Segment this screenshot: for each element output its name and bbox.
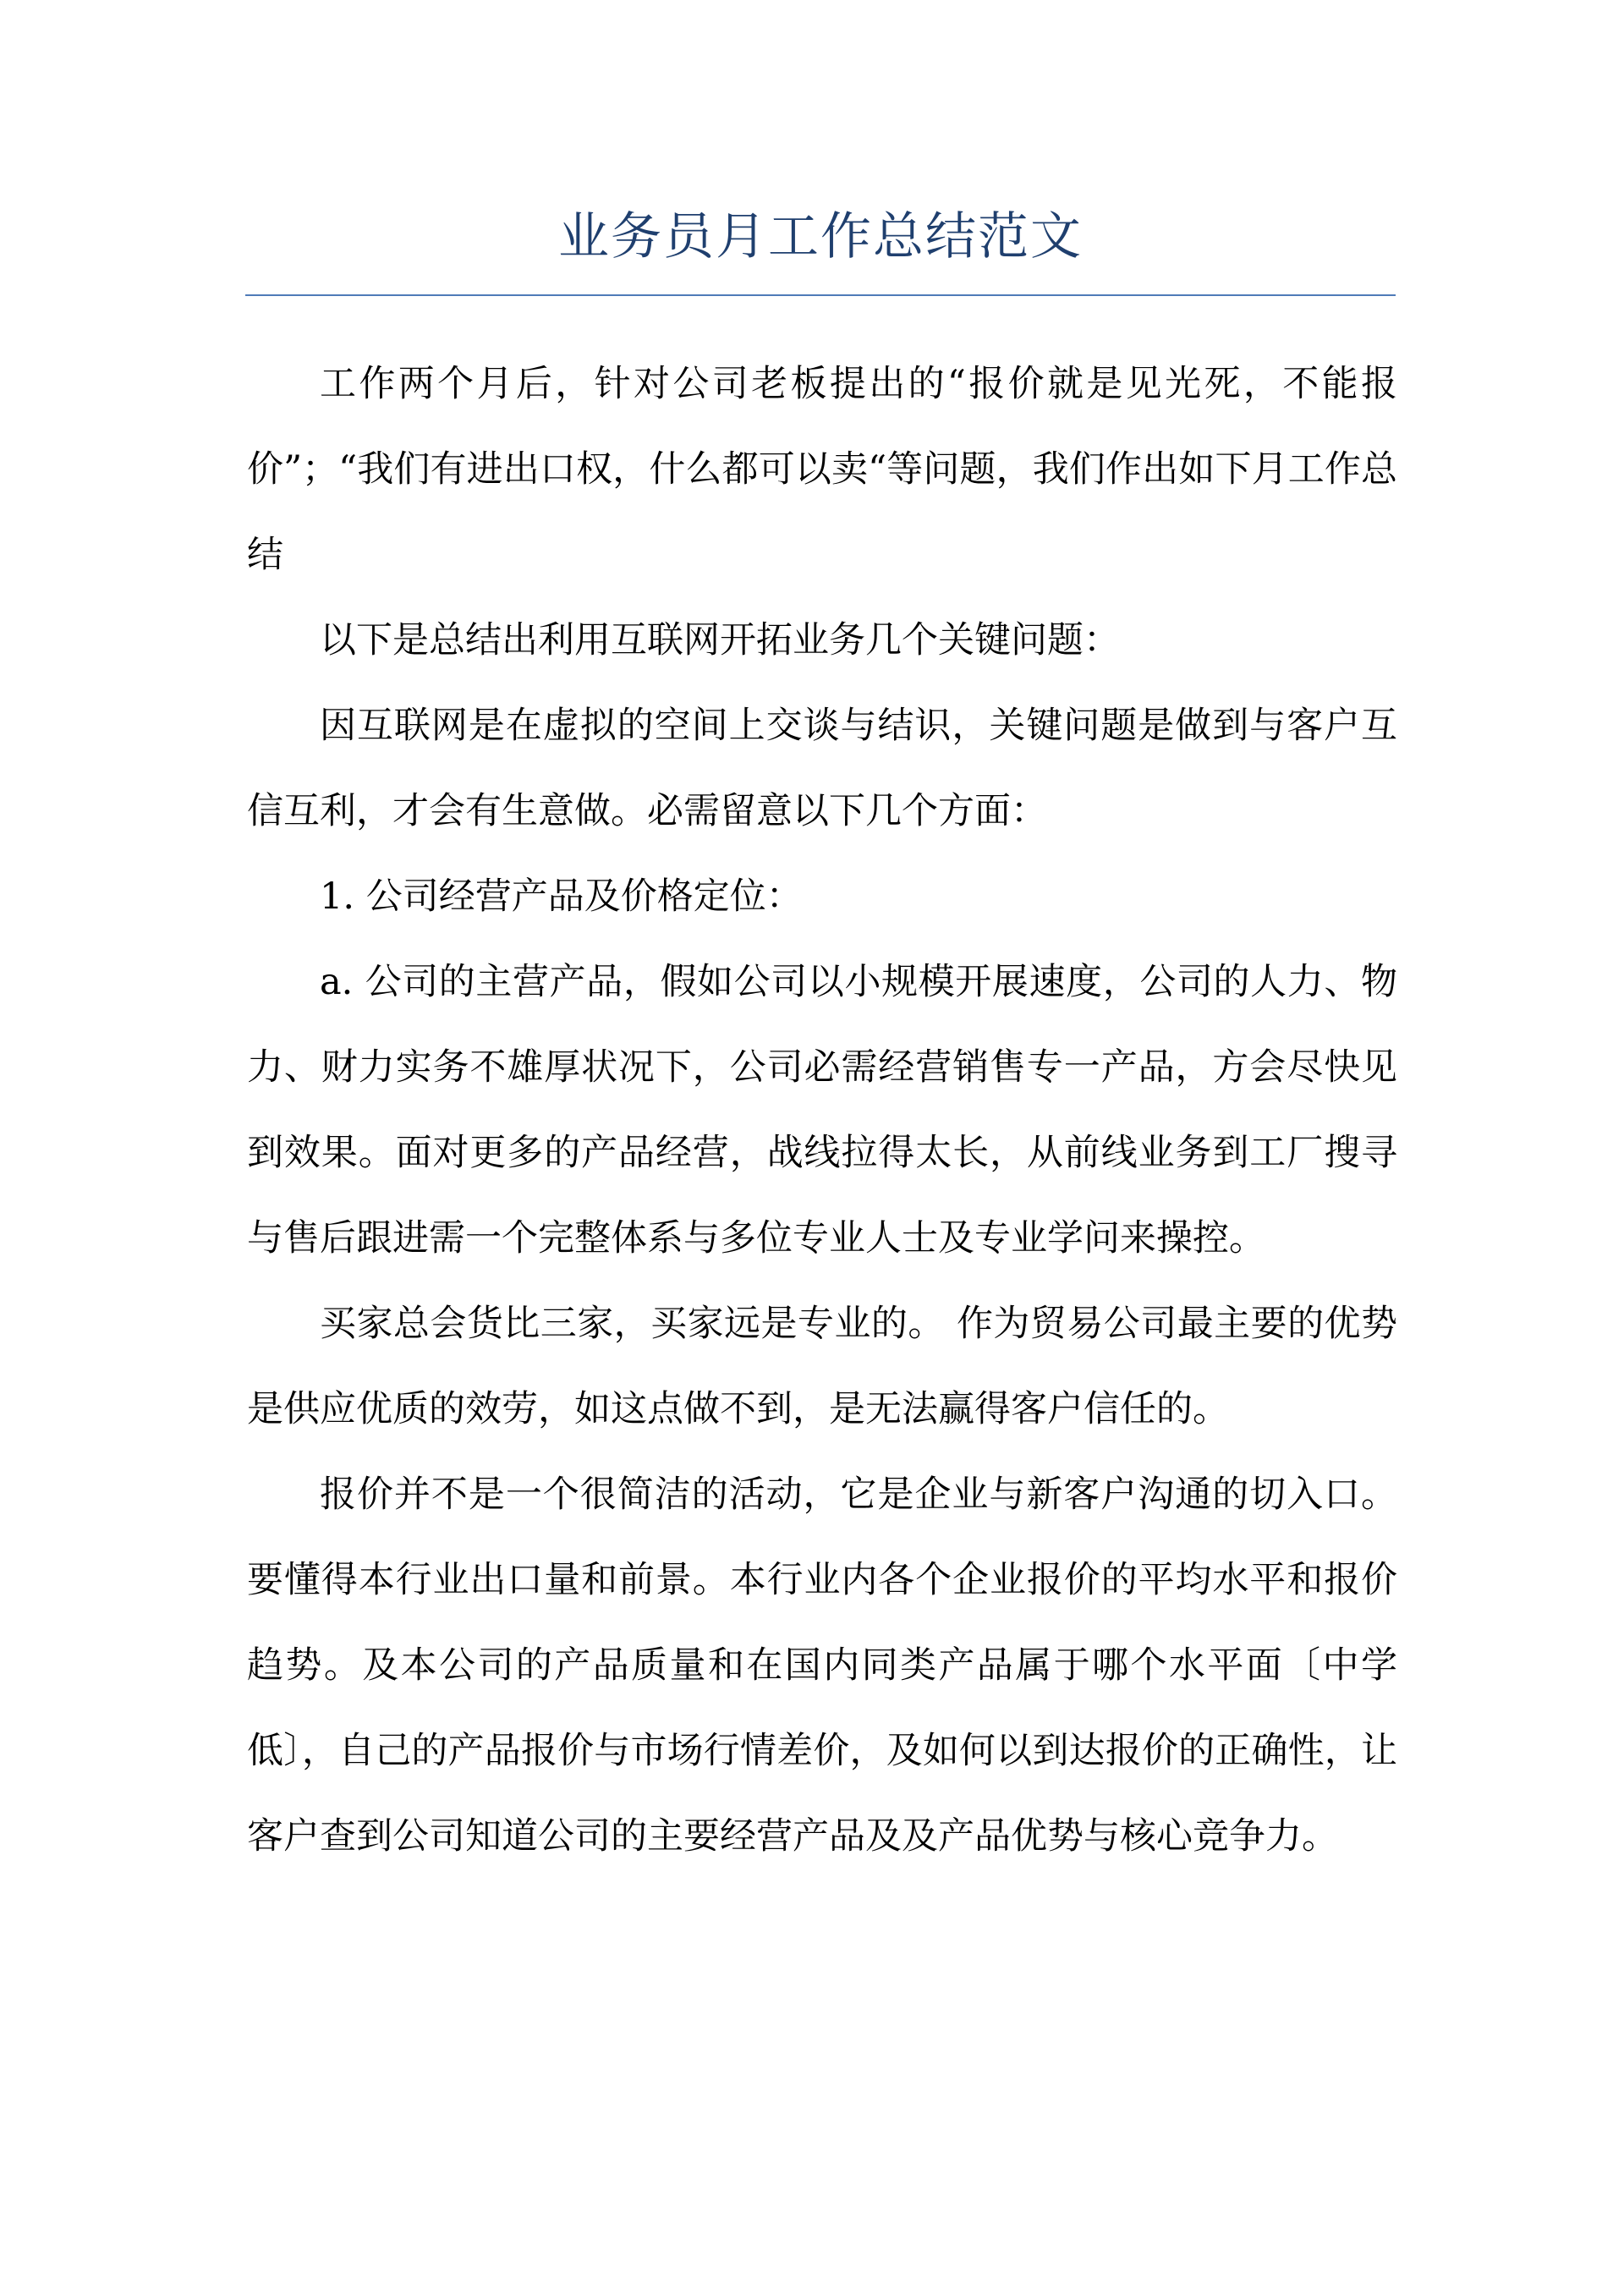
document-body: [247, 342, 1397, 1880]
paragraph-quotation: 报价并不是一个很简洁的活动，它是企业与新客户沟通的切入口。要懂得本行业出口量和前景。本行业内各个企业报价的平均水平和报价趋势。及本公司的产品质量和在国内同类产品属于哪个水平面〔中学低〕，自己的产品报价与市场行情差价，及如何以到达报价的正确性，让客户查到公司知道公司的主要经营产品及及产品优势与核心竞争力。: [247, 1474, 1397, 1858]
paragraph-section-1: 1. 公司经营产品及价格定位：: [320, 875, 803, 918]
paragraph-buyers: 买家总会货比三家，买家远是专业的。 作为贸易公司最主要的优势是供应优质的效劳，如这点做不到，是无法赢得客户信任的。: [247, 1303, 1397, 1430]
paragraph-main-products: a. 公司的主营产品，假如公司以小规模开展速度，公司的人力、物力、财力实务不雄厚状况下，公司必需经营销售专一产品，方会尽快见到效果。面对更多的产品经营，战线拉得太长，从前线业务到工厂搜寻与售后跟进需一个完整体系与多位专业人士及专业学问来操控。: [247, 961, 1397, 1260]
paragraph-key-issues: 以下是总结出利用互联网开拓业务几个关键问题：: [320, 619, 1120, 661]
paragraph-internet: 因互联网是在虚拟的空间上交谈与结识，关键问题是做到与客户互信互利，才会有生意做。必需留意以下几个方面：: [247, 705, 1397, 832]
document-title: 业务员月工作总结范文: [558, 207, 1083, 266]
paragraph-intro: 工作两个月后，针对公司老板提出的“报价就是见光死，不能报价”；“我们有进出口权，什么都可以卖“等问题，我们作出如下月工作总结: [247, 363, 1397, 576]
title-divider: [245, 294, 1396, 296]
